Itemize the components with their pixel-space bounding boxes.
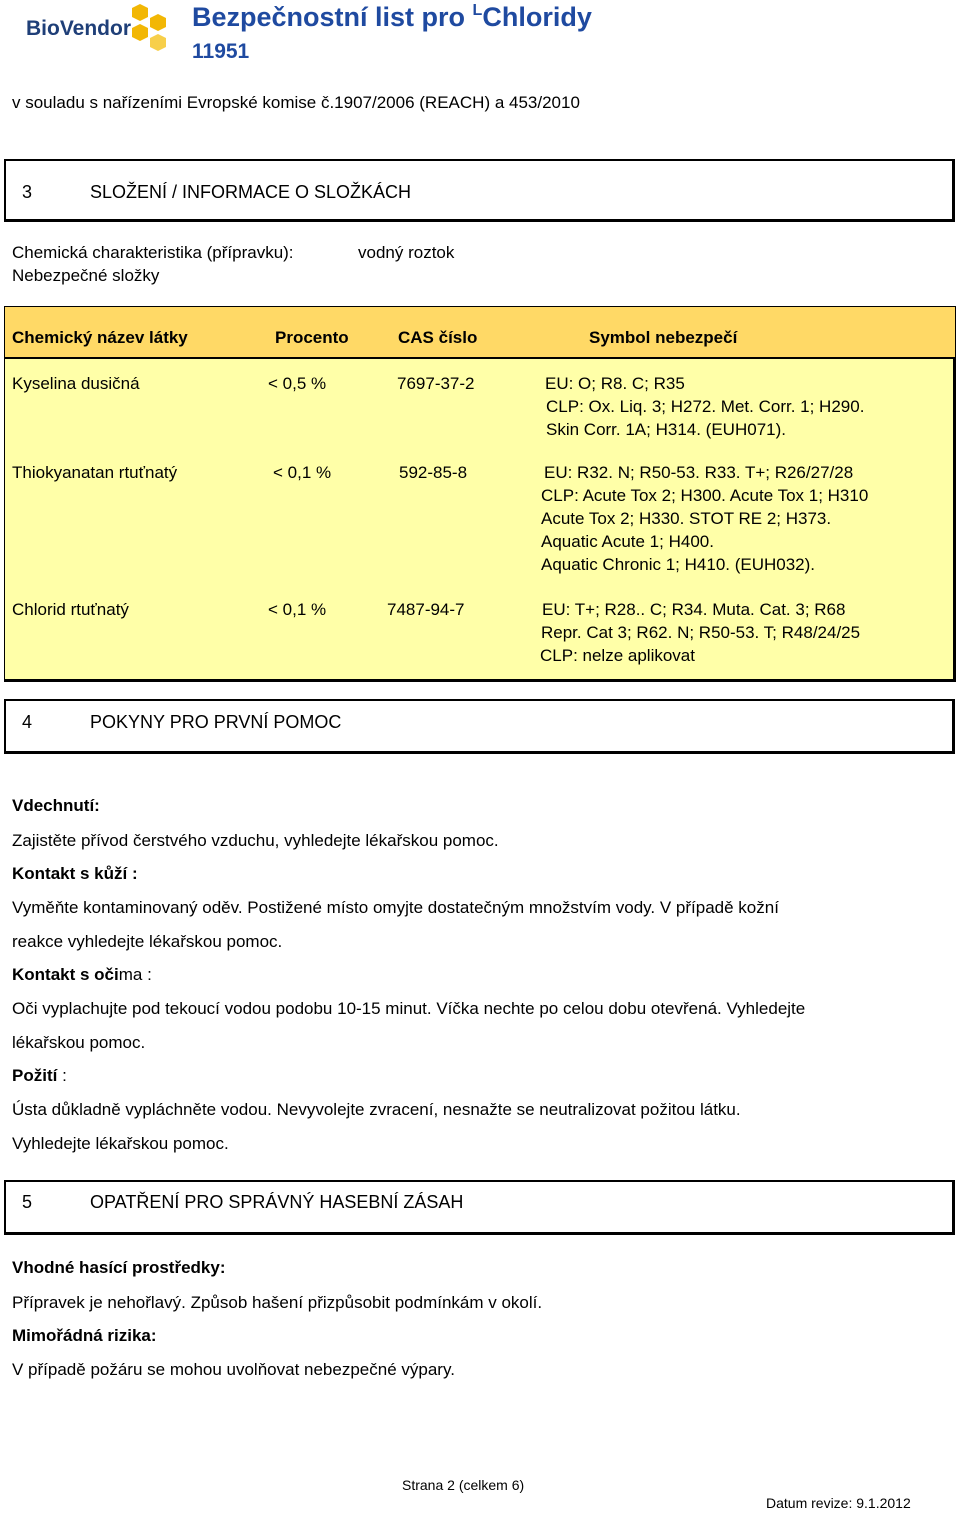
revision-date: Datum revize: 9.1.2012: [766, 1495, 911, 1511]
ingestion-text: Ústa důkladně vypláchněte vodou. Nevyvolejte zvracení, nesnažte se neutralizovat požitou látku.: [12, 1100, 741, 1119]
skin-contact-text-cont: reakce vyhledejte lékařskou pomoc.: [12, 932, 283, 951]
special-hazards-label: Mimořádná rizika:: [12, 1326, 157, 1345]
section-4-header: [4, 699, 955, 754]
cell-symbol-line: Repr. Cat 3; R62. N; R50-53. T; R48/24/25: [541, 623, 861, 642]
page-number: Strana 2 (celkem 6): [402, 1477, 525, 1493]
title-end: Chloridy: [482, 2, 592, 32]
regulation-line: v souladu s nařízeními Evropské komise č.1907/2006 (REACH) a 453/2010: [12, 93, 580, 112]
logo: [14, 4, 164, 50]
column-header-symbol: Symbol nebezpečí: [589, 328, 738, 347]
cell-percent: < 0,5 %: [268, 374, 327, 393]
composition-table-header: [4, 306, 956, 358]
cell-symbol-line: Aquatic Chronic 1; H410. (EUH032).: [541, 555, 816, 574]
logo-text: BioVendor: [26, 17, 132, 40]
document-title: [192, 2, 592, 33]
cell-symbol-line: EU: R32. N; R50-53. R33. T+; R26/27/28: [544, 463, 854, 482]
section-3-header: [4, 159, 955, 222]
ingestion-label: [12, 1066, 67, 1086]
composition-table-body: [4, 358, 956, 682]
column-header-name: Chemický název látky: [12, 328, 188, 347]
cell-symbol-line: Aquatic Acute 1; H400.: [541, 532, 714, 551]
cell-name: Thiokyanatan rtuťnatý: [12, 463, 178, 482]
cell-percent: < 0,1 %: [273, 463, 332, 482]
chem-characteristic-value: vodný roztok: [358, 243, 455, 262]
hazardous-components-label: Nebezpečné složky: [12, 266, 160, 285]
cell-name: Chlorid rtuťnatý: [12, 600, 129, 619]
section-number: 4: [22, 712, 33, 732]
cell-symbol-line: CLP: Acute Tox 2; H300. Acute Tox 1; H310: [541, 486, 869, 505]
cell-percent: < 0,1 %: [268, 600, 327, 619]
cell-cas: 592-85-8: [399, 463, 468, 482]
special-hazards-text: V případě požáru se mohou uvolňovat nebezpečné výpary.: [12, 1360, 455, 1379]
cell-cas: 7697-37-2: [397, 374, 475, 393]
extinguishing-media-label: Vhodné hasící prostředky:: [12, 1258, 226, 1277]
inhalation-label: Vdechnutí:: [12, 796, 100, 815]
eye-contact-label-bold: Kontakt s oči: [12, 965, 119, 984]
cell-symbol-line: EU: T+; R28.. C; R34. Muta. Cat. 3; R68: [542, 600, 846, 619]
cell-symbol-line: CLP: Ox. Liq. 3; H272. Met. Corr. 1; H290.: [546, 397, 865, 416]
title-main: Bezpečnostní list pro: [192, 2, 473, 32]
section-title: OPATŘENÍ PRO SPRÁVNÝ HASEBNÍ ZÁSAH: [90, 1192, 464, 1212]
ingestion-text-cont: Vyhledejte lékařskou pomoc.: [12, 1134, 229, 1153]
section-5-header: [4, 1180, 955, 1235]
column-header-cas: CAS číslo: [398, 328, 478, 347]
section-number: 3: [22, 182, 33, 202]
column-header-percent: Procento: [275, 328, 349, 347]
section-title: POKYNY PRO PRVNÍ POMOC: [90, 712, 342, 732]
eye-contact-label: [12, 965, 152, 985]
cell-cas: 7487-94-7: [387, 600, 465, 619]
section-title: SLOŽENÍ / INFORMACE O SLOŽKÁCH: [90, 182, 412, 202]
ingestion-label-rest: :: [57, 1066, 67, 1085]
extinguishing-media-text: Přípravek je nehořlavý. Způsob hašení přizpůsobit podmínkám v okolí.: [12, 1293, 543, 1312]
title-superscript: L: [472, 2, 483, 19]
skin-contact-text: Vyměňte kontaminovaný oděv. Postižené místo omyjte dostatečným množstvím vody. V případě kožní: [12, 898, 779, 917]
cell-name: Kyselina dusičná: [12, 374, 140, 393]
document-code: 11951: [192, 40, 250, 63]
skin-contact-label: Kontakt s kůží :: [12, 864, 138, 883]
ingestion-label-bold: Požití: [12, 1066, 58, 1085]
cell-symbol-line: Acute Tox 2; H330. STOT RE 2; H373.: [541, 509, 832, 528]
cell-symbol-line: EU: O; R8. C; R35: [545, 374, 685, 393]
eye-contact-text: Oči vyplachujte pod tekoucí vodou podobu 10-15 minut. Víčka nechte po celou dobu otevřená. Vyhledejte: [12, 999, 806, 1018]
cell-symbol-line: Skin Corr. 1A; H314. (EUH071).: [546, 420, 786, 439]
inhalation-text: Zajistěte přívod čerstvého vzduchu, vyhledejte lékařskou pomoc.: [12, 831, 499, 850]
eye-contact-text-cont: lékařskou pomoc.: [12, 1033, 146, 1052]
chem-characteristic-label: Chemická charakteristika (přípravku):: [12, 243, 294, 262]
section-number: 5: [22, 1192, 33, 1212]
eye-contact-label-rest: ma :: [118, 965, 152, 984]
cell-symbol-line: CLP: nelze aplikovat: [540, 646, 695, 665]
